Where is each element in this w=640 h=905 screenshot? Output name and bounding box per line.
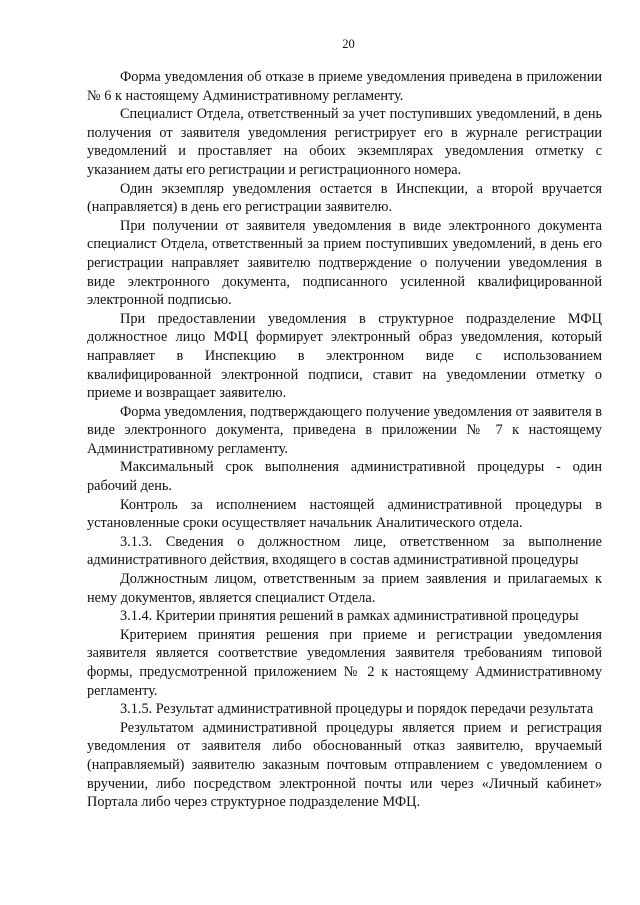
- paragraph-copy-handover: Один экземпляр уведомления остается в Инспекции, а второй вручается (направляется) в день его регистрации заявителю.: [87, 180, 602, 216]
- section-heading-3-1-5: 3.1.5. Результат административной процедуры и порядок передачи результата: [120, 701, 594, 718]
- paragraph-procedure-result: Результатом административной процедуры является прием и регистрация уведомления от заявителя либо обоснованный отказ заявителю, вручаемый (направляемый) заявителю заказным почтовым отправлением с уведомлением о вручении, либо посредством электронной почты или через «Личный кабинет» Портала либо через структурное подразделение МФЦ.: [87, 719, 602, 811]
- section-heading-3-1-4: 3.1.4. Критерии принятия решений в рамках административной процедуры: [120, 608, 579, 625]
- paragraph-responsible-official: Должностным лицом, ответственным за прием заявления и прилагаемых к нему документов, является специалист Отдела.: [87, 571, 602, 606]
- paragraph-confirmation-form: Форма уведомления, подтверждающего получение уведомления от заявителя в виде электронного документа, приведена в приложении № 7 к настоящему Административному регламенту.: [87, 403, 602, 457]
- paragraph-max-duration: Максимальный срок выполнения административной процедуры - один рабочий день.: [87, 459, 602, 495]
- paragraph-control: Контроль за исполнением настоящей административной процедуры в установленные сроки осуществляет начальник Аналитического отдела.: [87, 496, 602, 532]
- paragraph-electronic-receipt: При получении от заявителя уведомления в виде электронного документа специалист Отдела, ответственный за прием поступивших уведомлений, в день его регистрации направляет заявителю подтверждение о получении уведомления в виде электронного документа, подписанного усиленной квалифицированной электронной подписью.: [87, 217, 602, 309]
- paragraph-registration: Специалист Отдела, ответственный за учет поступивших уведомлений, в день получения от заявителя уведомления регистрирует его в журнале регистрации уведомлений и проставляет на обоих экземплярах уведомления отметку с указанием даты его регистрации и регистрационного номера.: [87, 106, 602, 178]
- document-body: [87, 68, 602, 812]
- page-number: 20: [342, 37, 355, 51]
- paragraph-decision-criterion: Критерием принятия решения при приеме и регистрации уведомления заявителя является соответствие уведомления заявителя требованиям типовой формы, предусмотренной приложением № 2 к настоящему Административному регламенту.: [87, 626, 602, 699]
- paragraph-rejection-form: Форма уведомления об отказе в приеме уведомления приведена в приложении № 6 к настоящему Административному регламенту.: [87, 69, 602, 104]
- paragraph-mfc-submission: При предоставлении уведомления в структурное подразделение МФЦ должностное лицо МФЦ формирует электронный образ уведомления, который направляет в Инспекцию в электронном виде с использованием квалифицированной электронной подписи, ставит на уведомлении отметку о приеме и возвращает заявителю.: [87, 310, 602, 402]
- section-heading-3-1-3: 3.1.3. Сведения о должностном лице, ответственном за выполнение административного действия, входящего в состав административной процедуры: [87, 533, 602, 569]
